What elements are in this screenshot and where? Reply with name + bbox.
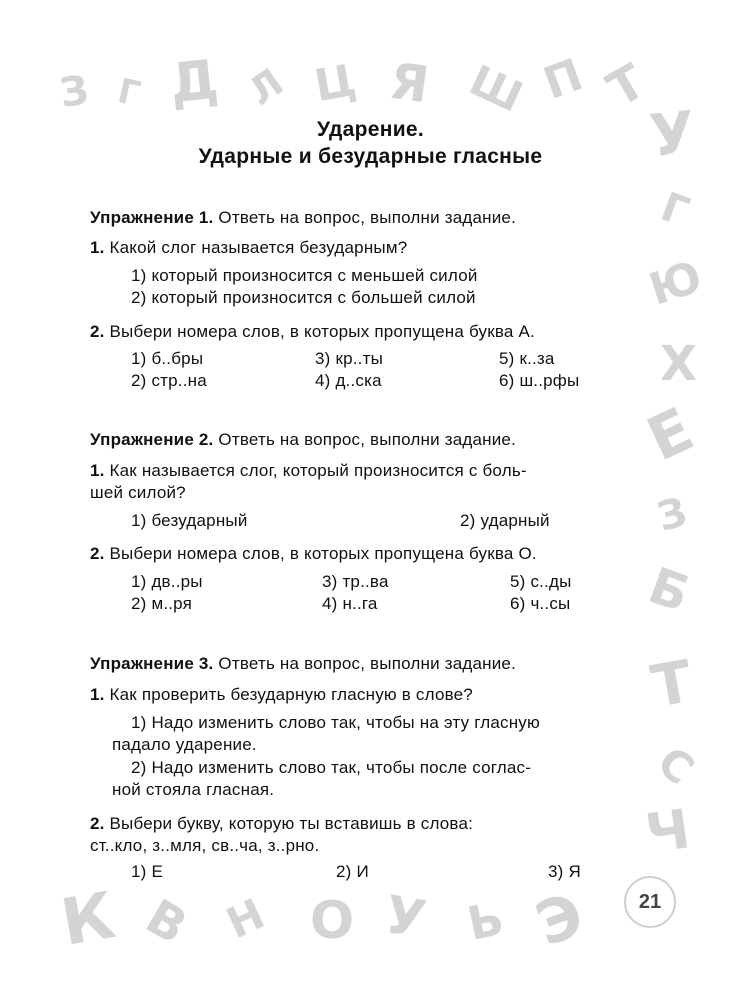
question-text-continued: ст..кло, з..мля, св..ча, з..рно. xyxy=(90,836,320,855)
page-title: Ударение. xyxy=(316,118,425,141)
question-number: 2. xyxy=(90,322,105,341)
question-number: 1. xyxy=(90,685,105,704)
question-number: 2. xyxy=(90,544,105,563)
decor-letter: Я xyxy=(386,51,433,115)
page-number: 21 xyxy=(624,876,676,928)
decor-letter: Ч xyxy=(641,797,694,866)
question-text: Какой слог называется безударным? xyxy=(109,238,408,257)
question-number: 1. xyxy=(90,238,105,257)
decor-letter: Д xyxy=(166,47,222,116)
question-number: 1. xyxy=(90,461,105,480)
question-1 xyxy=(90,461,527,481)
decor-letter: Э xyxy=(527,879,593,961)
word-option: 5) с..ды xyxy=(510,572,572,591)
word-option: 6) ч..сы xyxy=(510,594,571,613)
question-text: Выбери номера слов, в которых пропущена буква О. xyxy=(109,544,537,563)
exercise-2-header xyxy=(90,430,516,450)
decor-letter: Х xyxy=(660,336,698,392)
decor-letter: Т xyxy=(598,53,655,119)
letter-option: 1) Е xyxy=(131,862,163,881)
question-1 xyxy=(90,238,407,258)
exercise-3-header xyxy=(90,654,516,674)
exercise-1-header xyxy=(90,208,516,228)
question-text: Как проверить безударную гласную в слове? xyxy=(109,685,473,704)
decor-letter: У xyxy=(380,884,430,952)
word-option: 4) н..га xyxy=(322,594,378,613)
word-option: 2) м..ря xyxy=(131,594,193,613)
answer-option: 2) который произносится с большей силой xyxy=(131,288,476,307)
question-text: Выбери номера слов, в которых пропущена буква А. xyxy=(109,322,535,341)
letter-option: 3) Я xyxy=(548,862,581,881)
decor-letter: Н xyxy=(219,888,272,949)
word-option: 2) стр..на xyxy=(131,371,207,390)
question-number: 2. xyxy=(90,814,105,833)
decor-letter: У xyxy=(646,97,699,171)
decor-letter: З xyxy=(652,489,692,541)
decor-letter: Г xyxy=(114,71,144,115)
question-1 xyxy=(90,685,473,705)
decor-letter: Ц xyxy=(310,54,360,113)
page-subtitle: Ударные и безударные гласные xyxy=(198,145,543,168)
letter-option: 2) И xyxy=(336,862,369,881)
decor-letter: Б xyxy=(641,556,697,624)
answer-option: 1) который произносится с меньшей силой xyxy=(131,266,478,285)
exercise-instruction: Ответь на вопрос, выполни задание. xyxy=(218,208,516,227)
question-2 xyxy=(90,814,473,834)
answer-option-continued: ной стояла гласная. xyxy=(112,780,275,799)
decor-letter: В xyxy=(136,888,197,956)
exercise-heading: Упражнение 1. xyxy=(90,208,214,227)
exercise-heading: Упражнение 3. xyxy=(90,654,214,673)
answer-option-continued: падало ударение. xyxy=(112,735,257,754)
word-option: 1) дв..ры xyxy=(131,572,203,591)
decor-letter: Т xyxy=(646,647,698,721)
word-option: 6) ш..рфы xyxy=(499,371,580,390)
question-text: Выбери букву, которую ты вставишь в слова: xyxy=(109,814,474,833)
exercise-instruction: Ответь на вопрос, выполни задание. xyxy=(218,430,516,449)
answer-option: 1) безударный xyxy=(131,511,248,530)
word-option: 1) б..бры xyxy=(131,349,204,368)
decor-letter: Л xyxy=(240,59,292,115)
answer-option: 2) Надо изменить слово так, чтобы после соглас- xyxy=(131,758,532,777)
exercise-instruction: Ответь на вопрос, выполни задание. xyxy=(218,654,516,673)
decor-letter: Г xyxy=(654,184,695,236)
question-text-continued: шей силой? xyxy=(90,483,186,502)
decor-letter: С xyxy=(648,736,704,795)
question-2 xyxy=(90,322,535,342)
decor-letter: К xyxy=(55,879,121,961)
decor-letter: Ш xyxy=(462,55,531,122)
word-option: 3) кр..ты xyxy=(315,349,383,368)
question-text: Как называется слог, который произносится с боль- xyxy=(109,461,527,480)
exercise-heading: Упражнение 2. xyxy=(90,430,214,449)
question-2 xyxy=(90,544,537,564)
word-option: 5) к..за xyxy=(499,349,555,368)
word-option: 4) д..ска xyxy=(315,371,382,390)
decor-letter: Ь xyxy=(462,890,509,952)
decor-letter: Е xyxy=(637,394,704,476)
decor-letter: Ю xyxy=(643,251,709,316)
word-option: 3) тр..ва xyxy=(322,572,389,591)
answer-option: 1) Надо изменить слово так, чтобы на эту гласную xyxy=(131,713,540,732)
decor-letter: О xyxy=(310,891,355,951)
answer-option: 2) ударный xyxy=(460,511,550,530)
decor-letter: П xyxy=(537,49,590,110)
decor-letter: З xyxy=(56,67,92,117)
